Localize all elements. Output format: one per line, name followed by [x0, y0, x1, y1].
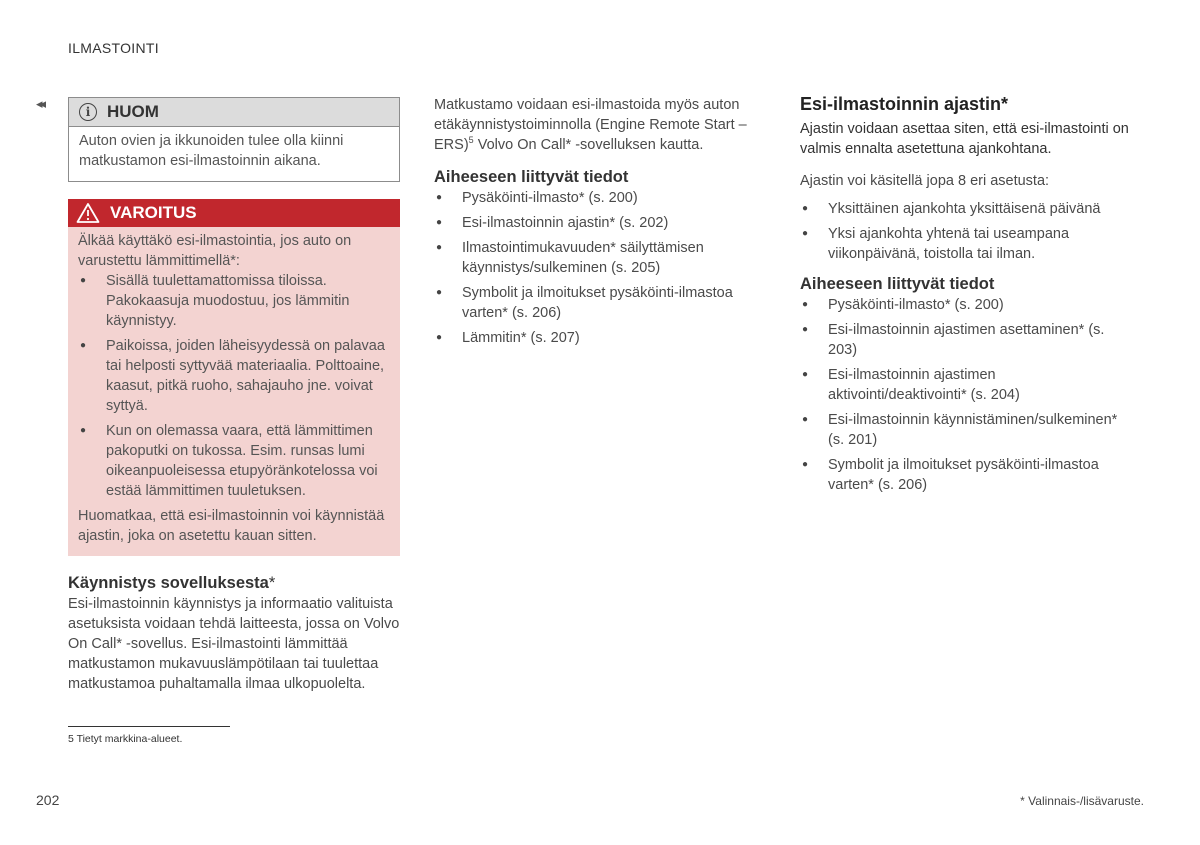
related-link[interactable]: ● Symbolit ja ilmoitukset pysäköinti-ilmastoa varten* (s. 206) — [800, 455, 1136, 495]
warning-triangle-icon — [76, 202, 100, 224]
option-star: * — [268, 574, 276, 592]
warning-title: VAROITUS — [110, 203, 197, 222]
footnote-divider — [68, 726, 230, 727]
note-text: Auton ovien ja ikkunoiden tulee olla kiinni matkustamon esi-ilmastoinnin aikana. — [79, 133, 344, 169]
warning-list — [78, 271, 390, 501]
footnote-mark: 5 — [68, 733, 74, 745]
warning-item: ● Kun on olemassa vaara, että lämmittimen pakoputki on tukossa. Esim. runsas lumi oikeanpuoleisessa etupyöränkotelossa voi estää lämmittimen tuuletuksen. — [78, 421, 390, 501]
ers-intro-text: Matkustamo voidaan esi-ilmastoida myös auton etäkäynnistystoiminnolla (Engine Remote Start – ERS) — [434, 97, 747, 153]
related-link[interactable]: ● Pysäköinti-ilmasto* (s. 200) — [434, 188, 764, 208]
warning-intro: Älkää käyttäkö esi-ilmastointia, jos auto on varustettu lämmittimellä*: — [78, 233, 352, 269]
footnote — [68, 733, 182, 745]
footnote-ref[interactable]: 5 — [468, 135, 474, 146]
related-link[interactable]: ● Lämmitin* (s. 207) — [434, 328, 764, 348]
timer-option: ● Yksittäinen ajankohta yksittäisenä päivänä — [800, 199, 1136, 219]
footer-note: * Valinnais-/lisävaruste. — [1020, 794, 1144, 808]
ers-intro — [434, 95, 764, 155]
note-title: HUOM — [107, 102, 159, 121]
app-start-heading-text: Käynnistys sovelluksesta — [68, 574, 269, 592]
ers-intro-text-end: Volvo On Call* -sovelluksen kautta. — [473, 137, 704, 153]
related-link[interactable]: ● Pysäköinti-ilmasto* (s. 200) — [800, 295, 1136, 315]
timer-heading: Esi-ilmastoinnin ajastin* — [800, 94, 1009, 114]
app-start-text: Esi-ilmastoinnin käynnistys ja informaatio valituista asetuksista voidaan tehdä laitteesta, jossa on Volvo On Call* -sovellus. Esi-ilmastointi lämmittää matkustamon mukavuuslämpötilaan tai tuulettaa matkustamoa puhaltamalla ilmaa ulkopuolelta. — [68, 596, 400, 692]
related-link[interactable]: ● Esi-ilmastoinnin ajastimen asettaminen* (s. 203) — [800, 320, 1136, 360]
related-list — [800, 295, 1136, 495]
timer-option: ● Yksi ajankohta yhtenä tai useampana viikonpäivänä, toistolla tai ilman. — [800, 224, 1136, 264]
timer-options-list — [800, 199, 1136, 264]
app-start-section — [68, 573, 400, 694]
related-link[interactable]: ● Symbolit ja ilmoitukset pysäköinti-ilmastoa varten* (s. 206) — [434, 283, 764, 323]
warning-header — [68, 199, 400, 227]
timer-text: Ajastin voi käsitellä jopa 8 eri asetusta: — [800, 173, 1050, 189]
warning-item: ● Sisällä tuulettamattomissa tiloissa. Pakokaasuja muodostuu, jos lämmitin käynnistyy. — [78, 271, 390, 331]
footnote-text: Tietyt markkina-alueet. — [73, 733, 183, 745]
info-icon: i — [79, 103, 97, 121]
section-header: ILMASTOINTI — [68, 40, 159, 56]
related-list — [434, 188, 764, 348]
related-heading: Aiheeseen liittyvät tiedot — [434, 168, 629, 186]
note-box — [68, 97, 400, 182]
note-header — [69, 98, 399, 127]
related-link[interactable]: ● Esi-ilmastoinnin ajastimen aktivointi/deaktivointi* (s. 204) — [800, 365, 1136, 405]
column-left — [68, 97, 400, 694]
related-link[interactable]: ● Esi-ilmastoinnin käynnistäminen/sulkeminen* (s. 201) — [800, 410, 1136, 450]
column-right — [800, 92, 1136, 500]
column-middle — [434, 95, 764, 353]
warning-box — [68, 199, 400, 556]
related-link[interactable]: ● Esi-ilmastoinnin ajastin* (s. 202) — [434, 213, 764, 233]
warning-body — [68, 227, 400, 556]
warning-outro: Huomatkaa, että esi-ilmastoinnin voi käynnistää ajastin, joka on asetettu kauan sitten. — [78, 508, 385, 544]
app-start-heading — [68, 573, 400, 594]
related-link[interactable]: ● Ilmastointimukavuuden* säilyttämisen käynnistys/sulkeminen (s. 205) — [434, 238, 764, 278]
back-arrows-icon[interactable]: ◂◂ — [36, 96, 44, 111]
related-heading: Aiheeseen liittyvät tiedot — [800, 275, 995, 293]
page-number: 202 — [36, 792, 60, 808]
warning-item: ● Paikoissa, joiden läheisyydessä on palavaa tai helposti syttyvää materiaalia. Polttoaine, kaasut, pitkä ruoho, sahajauho jne. voivat syttyä. — [78, 336, 390, 416]
timer-lead: Ajastin voidaan asettaa siten, että esi-ilmastointi on valmis ennalta asetettuna ajankohtana. — [800, 121, 1129, 157]
